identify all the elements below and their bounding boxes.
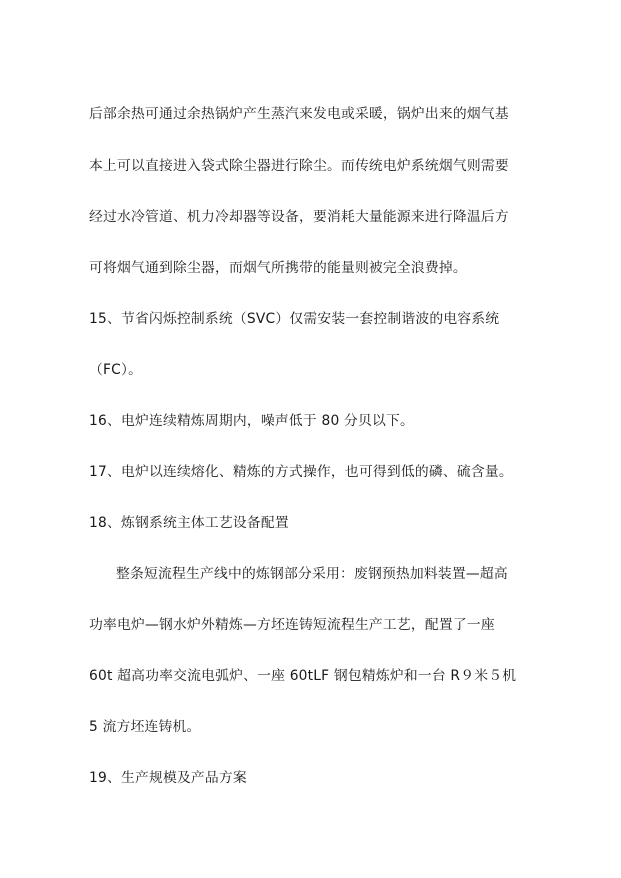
paragraph-line: 本上可以直接进入袋式除尘器进行除尘。而传统电炉系统烟气则需要	[89, 158, 509, 174]
list-item-15: 15、节省闪烁控制系统（SVC）仅需安装一套控制谐波的电容系统	[89, 311, 500, 327]
section-heading-19: 19、生产规模及产品方案	[89, 770, 247, 786]
paragraph-line: 后部余热可通过余热锅炉产生蒸汽来发电或采暖，锅炉出来的烟气基	[89, 106, 509, 122]
paragraph-line: 功率电炉—钢水炉外精炼—方坯连铸短流程生产工艺，配置了一座	[89, 617, 495, 633]
paragraph-line: 可将烟气通到除尘器，而烟气所携带的能量则被完全浪费掉。	[89, 260, 467, 276]
paragraph-line: 经过水冷管道、机力冷却器等设备，要消耗大量能源来进行降温后方	[89, 209, 509, 225]
list-item-16: 16、电炉连续精炼周期内，噪声低于 80 分贝以下。	[89, 413, 415, 429]
paragraph-line: 整条短流程生产线中的炼钢部分采用：废钢预热加料装置—超高	[116, 566, 508, 582]
list-item-17: 17、电炉以连续熔化、精炼的方式操作，也可得到低的磷、硫含量。	[89, 464, 513, 480]
section-heading-18: 18、炼钢系统主体工艺设备配置	[89, 515, 289, 531]
paragraph-line: （FC）。	[89, 362, 143, 378]
paragraph-line: 5 流方坯连铸机。	[89, 719, 201, 735]
paragraph-line: 60t 超高功率交流电弧炉、一座 60tLF 钢包精炼炉和一台 R９米５机	[89, 668, 517, 684]
